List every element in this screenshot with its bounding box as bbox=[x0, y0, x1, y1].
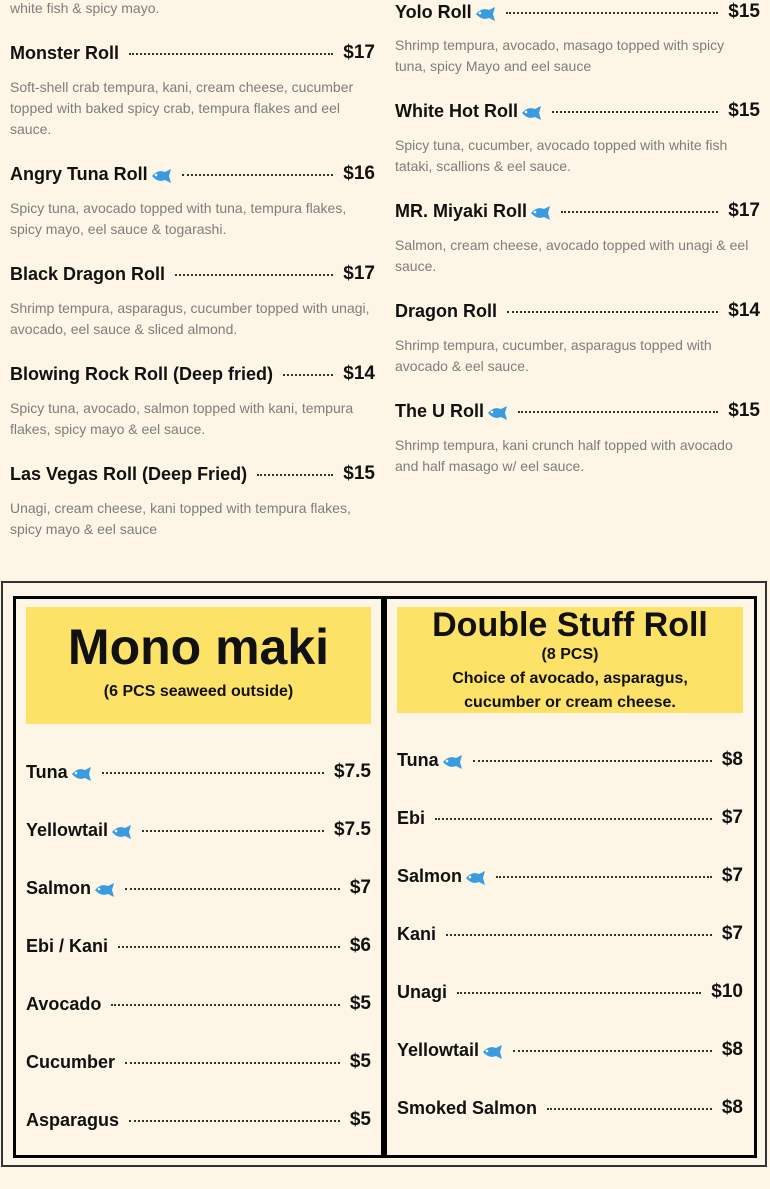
item-name: Cucumber bbox=[26, 1051, 116, 1072]
mono-item-salmon[interactable] bbox=[26, 876, 371, 900]
item-price: $7 bbox=[721, 923, 743, 944]
item-name: Ebi / Kani bbox=[26, 935, 109, 956]
roll-description: Shrimp tempura, avocado, masago topped with spicy tuna, spicy Mayo and eel sauce bbox=[395, 37, 725, 74]
dot-leader bbox=[175, 274, 333, 276]
mono-item-cucumber[interactable] bbox=[26, 1050, 371, 1074]
item-price: $17 bbox=[343, 42, 375, 63]
fish-icon bbox=[520, 105, 542, 121]
item-price: $17 bbox=[343, 263, 375, 284]
ds-item-kani[interactable] bbox=[397, 922, 743, 946]
dot-leader bbox=[561, 211, 718, 213]
item-price: $5 bbox=[349, 993, 371, 1014]
item-name: Black Dragon Roll bbox=[10, 263, 166, 284]
item-name: Yolo Roll bbox=[395, 2, 496, 23]
roll-description: Shrimp tempura, asparagus, cucumber topped with unagi, avocado, eel sauce & sliced almond. bbox=[10, 300, 370, 337]
item-name: Angry Tuna Roll bbox=[10, 164, 172, 185]
dot-leader bbox=[257, 474, 333, 476]
menu-item-black-dragon-roll[interactable] bbox=[10, 262, 375, 286]
item-name: Yellowtail bbox=[397, 1039, 480, 1060]
item-name: Blowing Rock Roll (Deep fried) bbox=[10, 363, 274, 384]
dot-leader bbox=[518, 411, 718, 413]
item-name: Monster Roll bbox=[10, 42, 120, 63]
dot-leader bbox=[435, 818, 712, 820]
item-name: The U Roll bbox=[395, 401, 508, 422]
mono-item-ebi-kani[interactable] bbox=[26, 934, 371, 958]
roll-description: Soft-shell crab tempura, kani, cream cheese, cucumber topped with baked spicy crab, tempura flakes and eel sauce. bbox=[10, 79, 354, 137]
item-name: Kani bbox=[397, 923, 437, 944]
dot-leader bbox=[125, 888, 340, 890]
fish-icon bbox=[70, 766, 92, 782]
item-price: $10 bbox=[711, 981, 743, 1002]
menu-item-monster-roll[interactable] bbox=[10, 41, 375, 65]
mono-item-asparagus[interactable] bbox=[26, 1108, 371, 1132]
dot-leader bbox=[457, 992, 701, 994]
roll-description: Shrimp tempura, kani crunch half topped with avocado and half masago w/ eel sauce. bbox=[395, 437, 733, 474]
fish-icon bbox=[486, 405, 508, 421]
dot-leader bbox=[111, 1004, 340, 1006]
item-price: $8 bbox=[721, 1097, 743, 1118]
dot-leader bbox=[182, 174, 334, 176]
dot-leader bbox=[506, 12, 719, 14]
item-name: Yellowtail bbox=[26, 819, 109, 840]
item-price: $7.5 bbox=[334, 761, 371, 782]
item-name: Avocado bbox=[26, 993, 102, 1014]
fish-icon bbox=[474, 6, 496, 22]
dot-leader bbox=[129, 1120, 340, 1122]
fish-icon bbox=[529, 205, 551, 221]
dot-leader bbox=[473, 760, 712, 762]
item-price: $6 bbox=[349, 935, 371, 956]
dot-leader bbox=[142, 830, 324, 832]
item-name: Tuna bbox=[397, 749, 439, 770]
fish-icon bbox=[93, 882, 115, 898]
item-name: Ebi bbox=[397, 807, 426, 828]
dot-leader bbox=[446, 934, 712, 936]
item-name: Smoked Salmon bbox=[397, 1097, 538, 1118]
fish-icon bbox=[441, 754, 463, 770]
ds-item-tuna[interactable] bbox=[397, 748, 743, 772]
item-name: White Hot Roll bbox=[395, 101, 542, 122]
item-name: Salmon bbox=[397, 865, 463, 886]
item-price: $7 bbox=[721, 807, 743, 828]
roll-description: Salmon, cream cheese, avocado topped with unagi & eel sauce. bbox=[395, 237, 749, 274]
roll-description: Spicy tuna, avocado, salmon topped with kani, tempura flakes, spicy mayo & eel sauce. bbox=[10, 400, 354, 437]
dot-leader bbox=[125, 1062, 340, 1064]
fish-icon bbox=[150, 168, 172, 184]
item-price: $15 bbox=[728, 400, 760, 421]
item-price: $7 bbox=[349, 877, 371, 898]
item-price: $17 bbox=[728, 200, 760, 221]
dot-leader bbox=[102, 772, 324, 774]
specialty-rolls-section bbox=[0, 0, 770, 560]
item-name: Asparagus bbox=[26, 1109, 120, 1130]
item-name: Unagi bbox=[397, 981, 448, 1002]
dot-leader bbox=[513, 1050, 712, 1052]
item-name: Tuna bbox=[26, 761, 68, 782]
dot-leader bbox=[547, 1108, 712, 1110]
item-name: MR. Miyaki Roll bbox=[395, 201, 551, 222]
fish-icon bbox=[464, 870, 486, 886]
roll-description: Spicy tuna, cucumber, avocado topped with white fish tataki, scallions & eel sauce. bbox=[395, 137, 728, 174]
item-price: $7 bbox=[721, 865, 743, 886]
item-price: $5 bbox=[349, 1109, 371, 1130]
roll-description: Spicy tuna, avocado topped with tuna, tempura flakes, spicy mayo, eel sauce & togarashi. bbox=[10, 200, 347, 237]
fish-icon bbox=[481, 1044, 503, 1060]
item-name: Salmon bbox=[26, 877, 92, 898]
ds-item-yellowtail[interactable] bbox=[397, 1038, 743, 1062]
section-title: Double Stuff Roll bbox=[432, 606, 708, 644]
menu-item-angry-tuna-roll[interactable] bbox=[10, 162, 375, 186]
item-name: Las Vegas Roll (Deep Fried) bbox=[10, 463, 248, 484]
mono-item-avocado[interactable] bbox=[26, 992, 371, 1016]
menu-item-dragon-roll[interactable] bbox=[395, 299, 760, 323]
ds-item-smoked-salmon[interactable] bbox=[397, 1096, 743, 1120]
dot-leader bbox=[507, 311, 718, 313]
item-price: $7.5 bbox=[334, 819, 371, 840]
dot-leader bbox=[129, 53, 333, 55]
mono-item-tuna[interactable] bbox=[26, 760, 371, 784]
fish-icon bbox=[110, 824, 132, 840]
menu-item-the-u-roll[interactable] bbox=[395, 399, 760, 423]
menu-item-blowing-rock-roll[interactable] bbox=[10, 362, 375, 386]
section-subtitle: (6 PCS seaweed outside) bbox=[103, 683, 294, 700]
ds-item-salmon[interactable] bbox=[397, 864, 743, 888]
roll-description: white fish & spicy mayo. bbox=[10, 0, 160, 16]
double-stuff-header bbox=[397, 607, 743, 713]
roll-description: Shrimp tempura, cucumber, asparagus topped with avocado & eel sauce. bbox=[395, 337, 712, 374]
menu-item-yolo-roll[interactable] bbox=[395, 0, 760, 24]
item-price: $15 bbox=[343, 463, 375, 484]
menu-item-white-hot-roll[interactable] bbox=[395, 99, 760, 123]
section-title: Mono maki bbox=[67, 619, 330, 675]
item-price: $16 bbox=[343, 163, 375, 184]
section-pcs: (8 PCS) bbox=[541, 646, 599, 663]
section-choice-line-2: cucumber or cream cheese. bbox=[464, 694, 676, 711]
ds-item-unagi[interactable] bbox=[397, 980, 743, 1004]
item-price: $8 bbox=[721, 749, 743, 770]
item-name: Dragon Roll bbox=[395, 300, 497, 321]
dot-leader bbox=[496, 876, 712, 878]
dot-leader bbox=[118, 946, 340, 948]
item-price: $5 bbox=[349, 1051, 371, 1072]
mono-maki-header bbox=[26, 607, 371, 724]
menu-item-mr-miyaki-roll[interactable] bbox=[395, 199, 760, 223]
item-price: $14 bbox=[728, 300, 760, 321]
item-price: $14 bbox=[343, 363, 375, 384]
item-price: $15 bbox=[728, 1, 760, 22]
ds-item-ebi[interactable] bbox=[397, 806, 743, 830]
dot-leader bbox=[552, 111, 718, 113]
item-price: $15 bbox=[728, 100, 760, 121]
section-choice-line-1: Choice of avocado, asparagus, bbox=[452, 670, 688, 687]
menu-item-las-vegas-roll[interactable] bbox=[10, 462, 375, 486]
mono-item-yellowtail[interactable] bbox=[26, 818, 371, 842]
dot-leader bbox=[283, 374, 333, 376]
item-price: $8 bbox=[721, 1039, 743, 1060]
roll-description: Unagi, cream cheese, kani topped with tempura flakes, spicy mayo & eel sauce bbox=[10, 500, 351, 537]
